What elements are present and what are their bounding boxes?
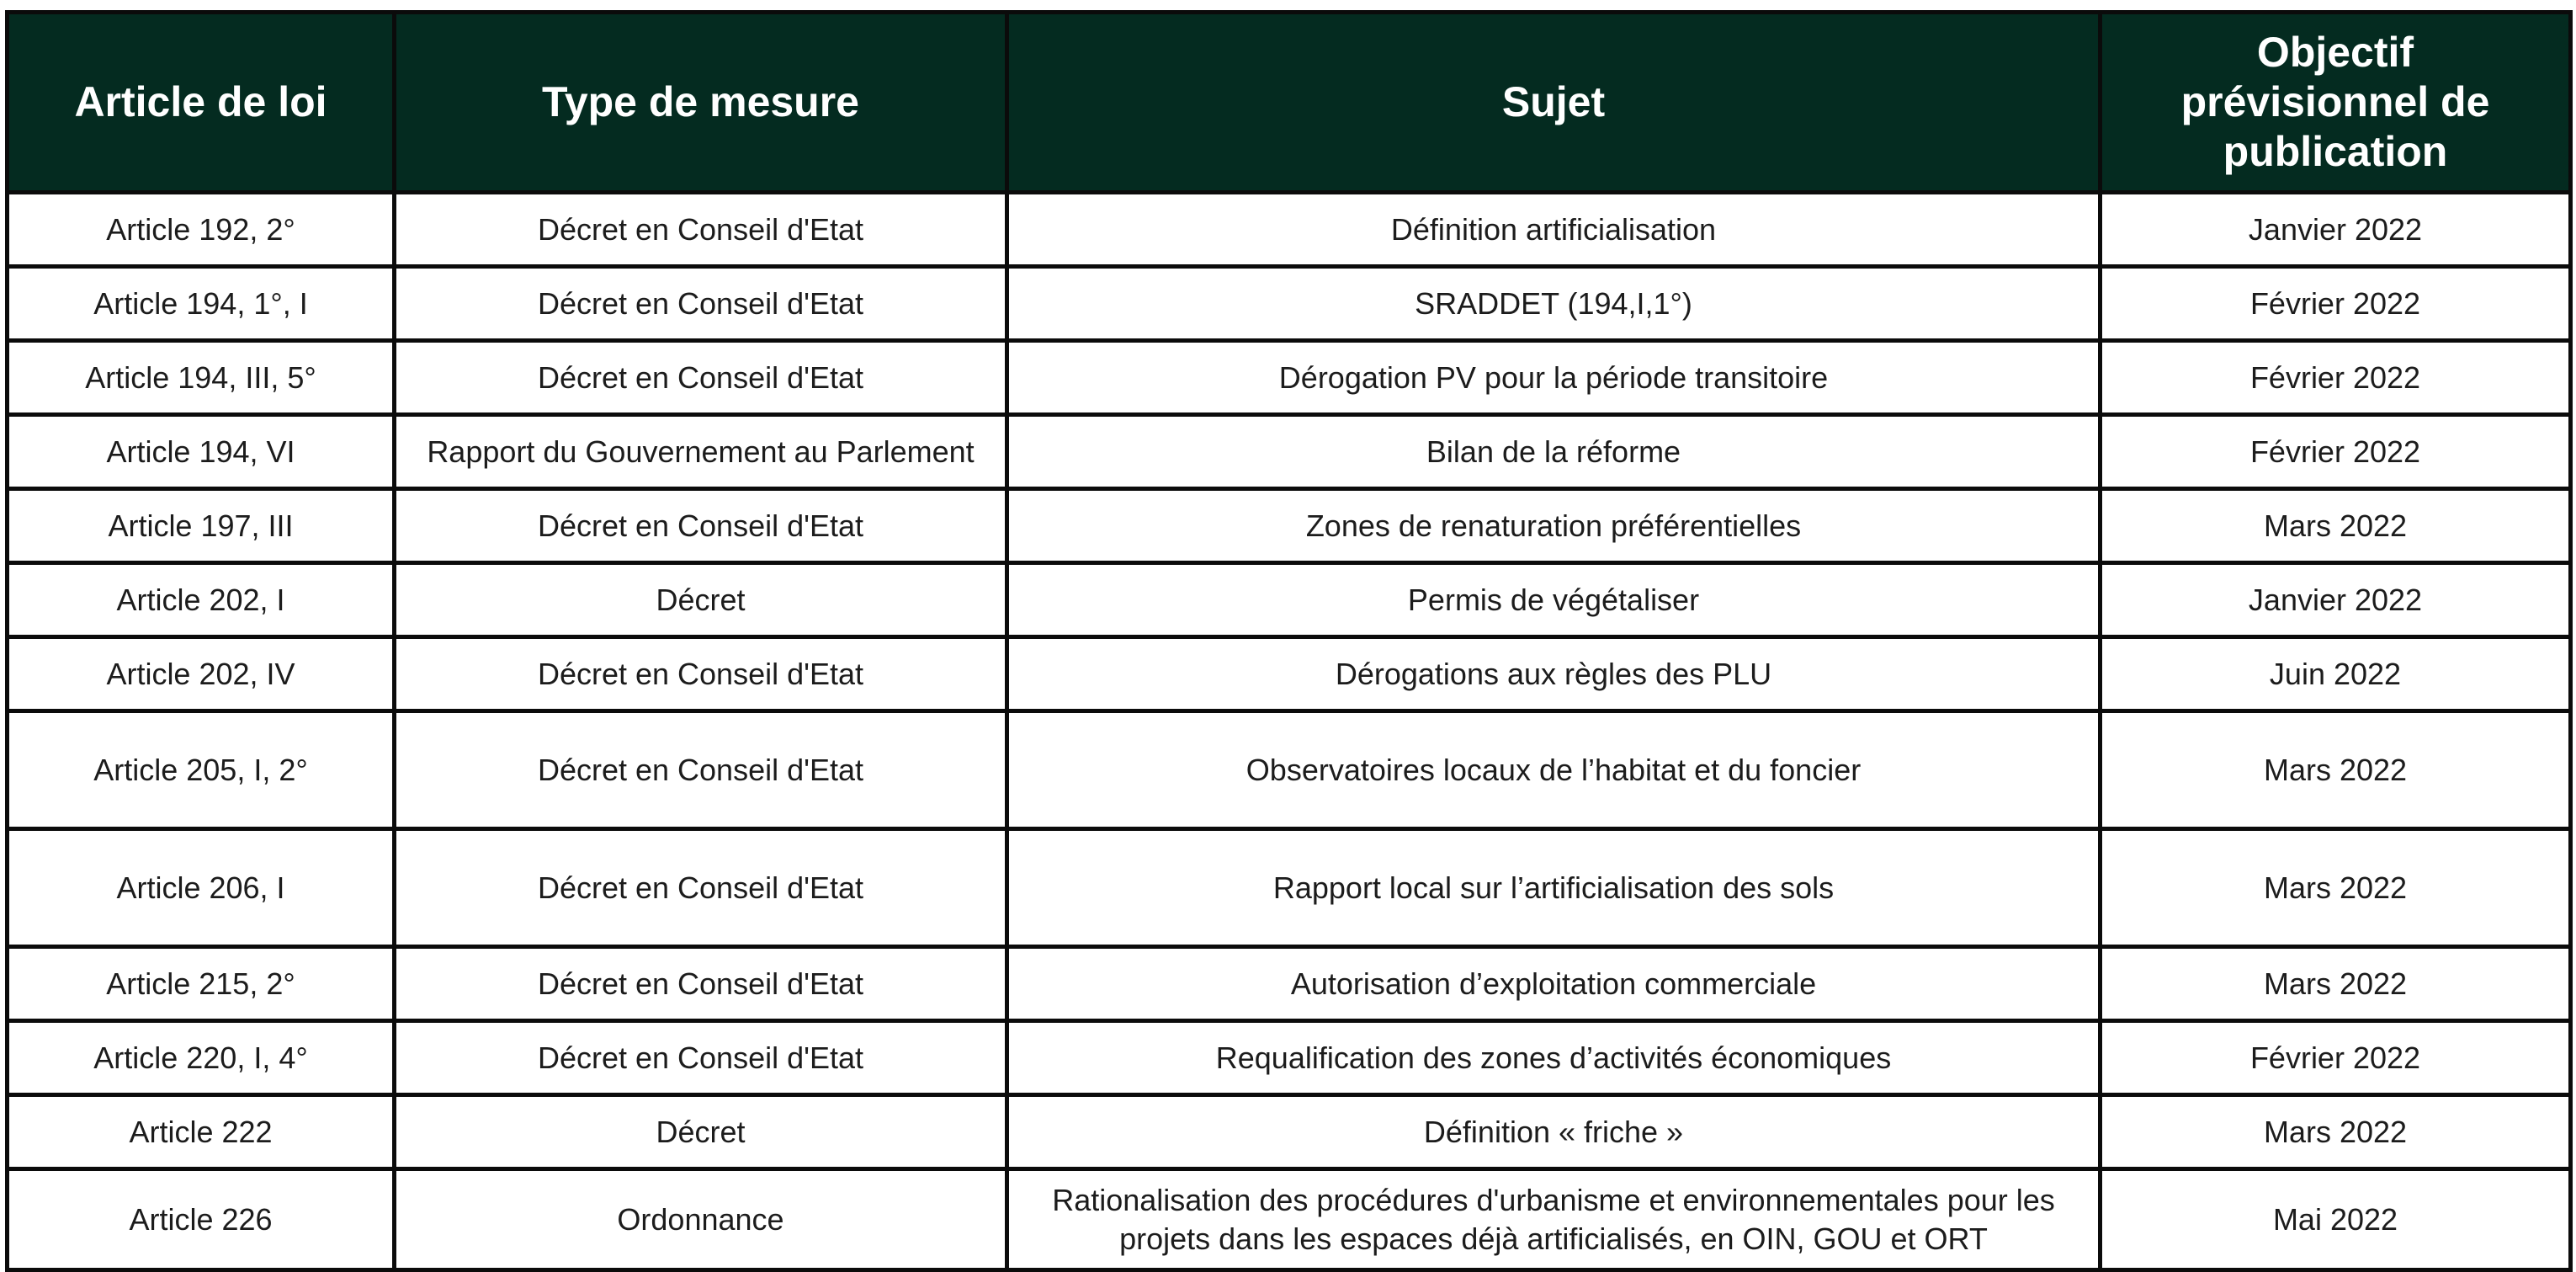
cell-article: Article 202, I <box>8 563 395 637</box>
table-row <box>8 1095 2571 1169</box>
cell-article: Article 192, 2° <box>8 193 395 267</box>
cell-article: Article 202, IV <box>8 637 395 711</box>
cell-sujet: Permis de végétaliser <box>1007 563 2101 637</box>
table-row <box>8 415 2571 489</box>
cell-type: Décret en Conseil d'Etat <box>395 489 1007 563</box>
cell-type: Décret en Conseil d'Etat <box>395 193 1007 267</box>
table-row <box>8 1169 2571 1270</box>
cell-objectif: Mars 2022 <box>2101 711 2571 829</box>
cell-type: Décret en Conseil d'Etat <box>395 829 1007 947</box>
cell-article: Article 222 <box>8 1095 395 1169</box>
cell-type: Rapport du Gouvernement au Parlement <box>395 415 1007 489</box>
cell-objectif: Février 2022 <box>2101 415 2571 489</box>
cell-sujet: Définition « friche » <box>1007 1095 2101 1169</box>
cell-article: Article 197, III <box>8 489 395 563</box>
cell-objectif: Janvier 2022 <box>2101 563 2571 637</box>
table-row <box>8 1021 2571 1095</box>
table-row <box>8 947 2571 1021</box>
cell-type: Décret en Conseil d'Etat <box>395 637 1007 711</box>
cell-type: Décret <box>395 563 1007 637</box>
measures-table <box>5 10 2573 1272</box>
cell-sujet: Autorisation d’exploitation commerciale <box>1007 947 2101 1021</box>
cell-article: Article 205, I, 2° <box>8 711 395 829</box>
table-row <box>8 489 2571 563</box>
cell-type: Décret <box>395 1095 1007 1169</box>
header-type <box>395 13 1007 193</box>
header-objectif-line-3: publication <box>2223 128 2448 175</box>
cell-objectif: Juin 2022 <box>2101 637 2571 711</box>
cell-article: Article 220, I, 4° <box>8 1021 395 1095</box>
cell-article: Article 194, VI <box>8 415 395 489</box>
cell-sujet: Bilan de la réforme <box>1007 415 2101 489</box>
table-body <box>8 193 2571 1270</box>
cell-objectif: Février 2022 <box>2101 267 2571 341</box>
header-row <box>8 13 2571 193</box>
cell-type: Décret en Conseil d'Etat <box>395 1021 1007 1095</box>
cell-type: Ordonnance <box>395 1169 1007 1270</box>
table-row <box>8 563 2571 637</box>
cell-article: Article 194, 1°, I <box>8 267 395 341</box>
cell-sujet: Observatoires locaux de l’habitat et du foncier <box>1007 711 2101 829</box>
cell-sujet: Définition artificialisation <box>1007 193 2101 267</box>
header-sujet <box>1007 13 2101 193</box>
cell-type: Décret en Conseil d'Etat <box>395 267 1007 341</box>
cell-article: Article 215, 2° <box>8 947 395 1021</box>
cell-objectif: Mars 2022 <box>2101 1095 2571 1169</box>
cell-objectif: Mars 2022 <box>2101 947 2571 1021</box>
cell-sujet: SRADDET (194,I,1°) <box>1007 267 2101 341</box>
cell-sujet: Rapport local sur l’artificialisation des sols <box>1007 829 2101 947</box>
cell-sujet: Zones de renaturation préférentielles <box>1007 489 2101 563</box>
cell-type: Décret en Conseil d'Etat <box>395 341 1007 415</box>
header-objectif <box>2101 13 2571 193</box>
cell-sujet: Rationalisation des procédures d'urbanisme et environnementales pour les projets dans les espaces déjà artificialisés, en OIN, GOU et ORT <box>1007 1169 2101 1270</box>
cell-objectif: Mars 2022 <box>2101 489 2571 563</box>
table-row <box>8 829 2571 947</box>
cell-sujet: Dérogation PV pour la période transitoire <box>1007 341 2101 415</box>
header-article <box>8 13 395 193</box>
header-objectif-label <box>2181 28 2490 177</box>
table-header <box>8 13 2571 193</box>
cell-type: Décret en Conseil d'Etat <box>395 947 1007 1021</box>
header-objectif-line-2: prévisionnel de <box>2180 78 2490 125</box>
cell-article: Article 226 <box>8 1169 395 1270</box>
header-type-label: Type de mesure <box>541 78 859 125</box>
table-row <box>8 193 2571 267</box>
header-article-label: Article de loi <box>74 78 327 125</box>
cell-article: Article 206, I <box>8 829 395 947</box>
cell-objectif: Janvier 2022 <box>2101 193 2571 267</box>
cell-type: Décret en Conseil d'Etat <box>395 711 1007 829</box>
table-row <box>8 637 2571 711</box>
cell-sujet: Dérogations aux règles des PLU <box>1007 637 2101 711</box>
cell-objectif: Février 2022 <box>2101 341 2571 415</box>
cell-article: Article 194, III, 5° <box>8 341 395 415</box>
cell-sujet: Requalification des zones d’activités économiques <box>1007 1021 2101 1095</box>
table-row <box>8 267 2571 341</box>
cell-objectif: Mai 2022 <box>2101 1169 2571 1270</box>
table-row <box>8 341 2571 415</box>
table-row <box>8 711 2571 829</box>
measures-table-container <box>5 10 2568 1272</box>
cell-objectif: Février 2022 <box>2101 1021 2571 1095</box>
header-objectif-line-1: Objectif <box>2256 29 2414 76</box>
header-sujet-label: Sujet <box>1501 78 1606 125</box>
cell-objectif: Mars 2022 <box>2101 829 2571 947</box>
